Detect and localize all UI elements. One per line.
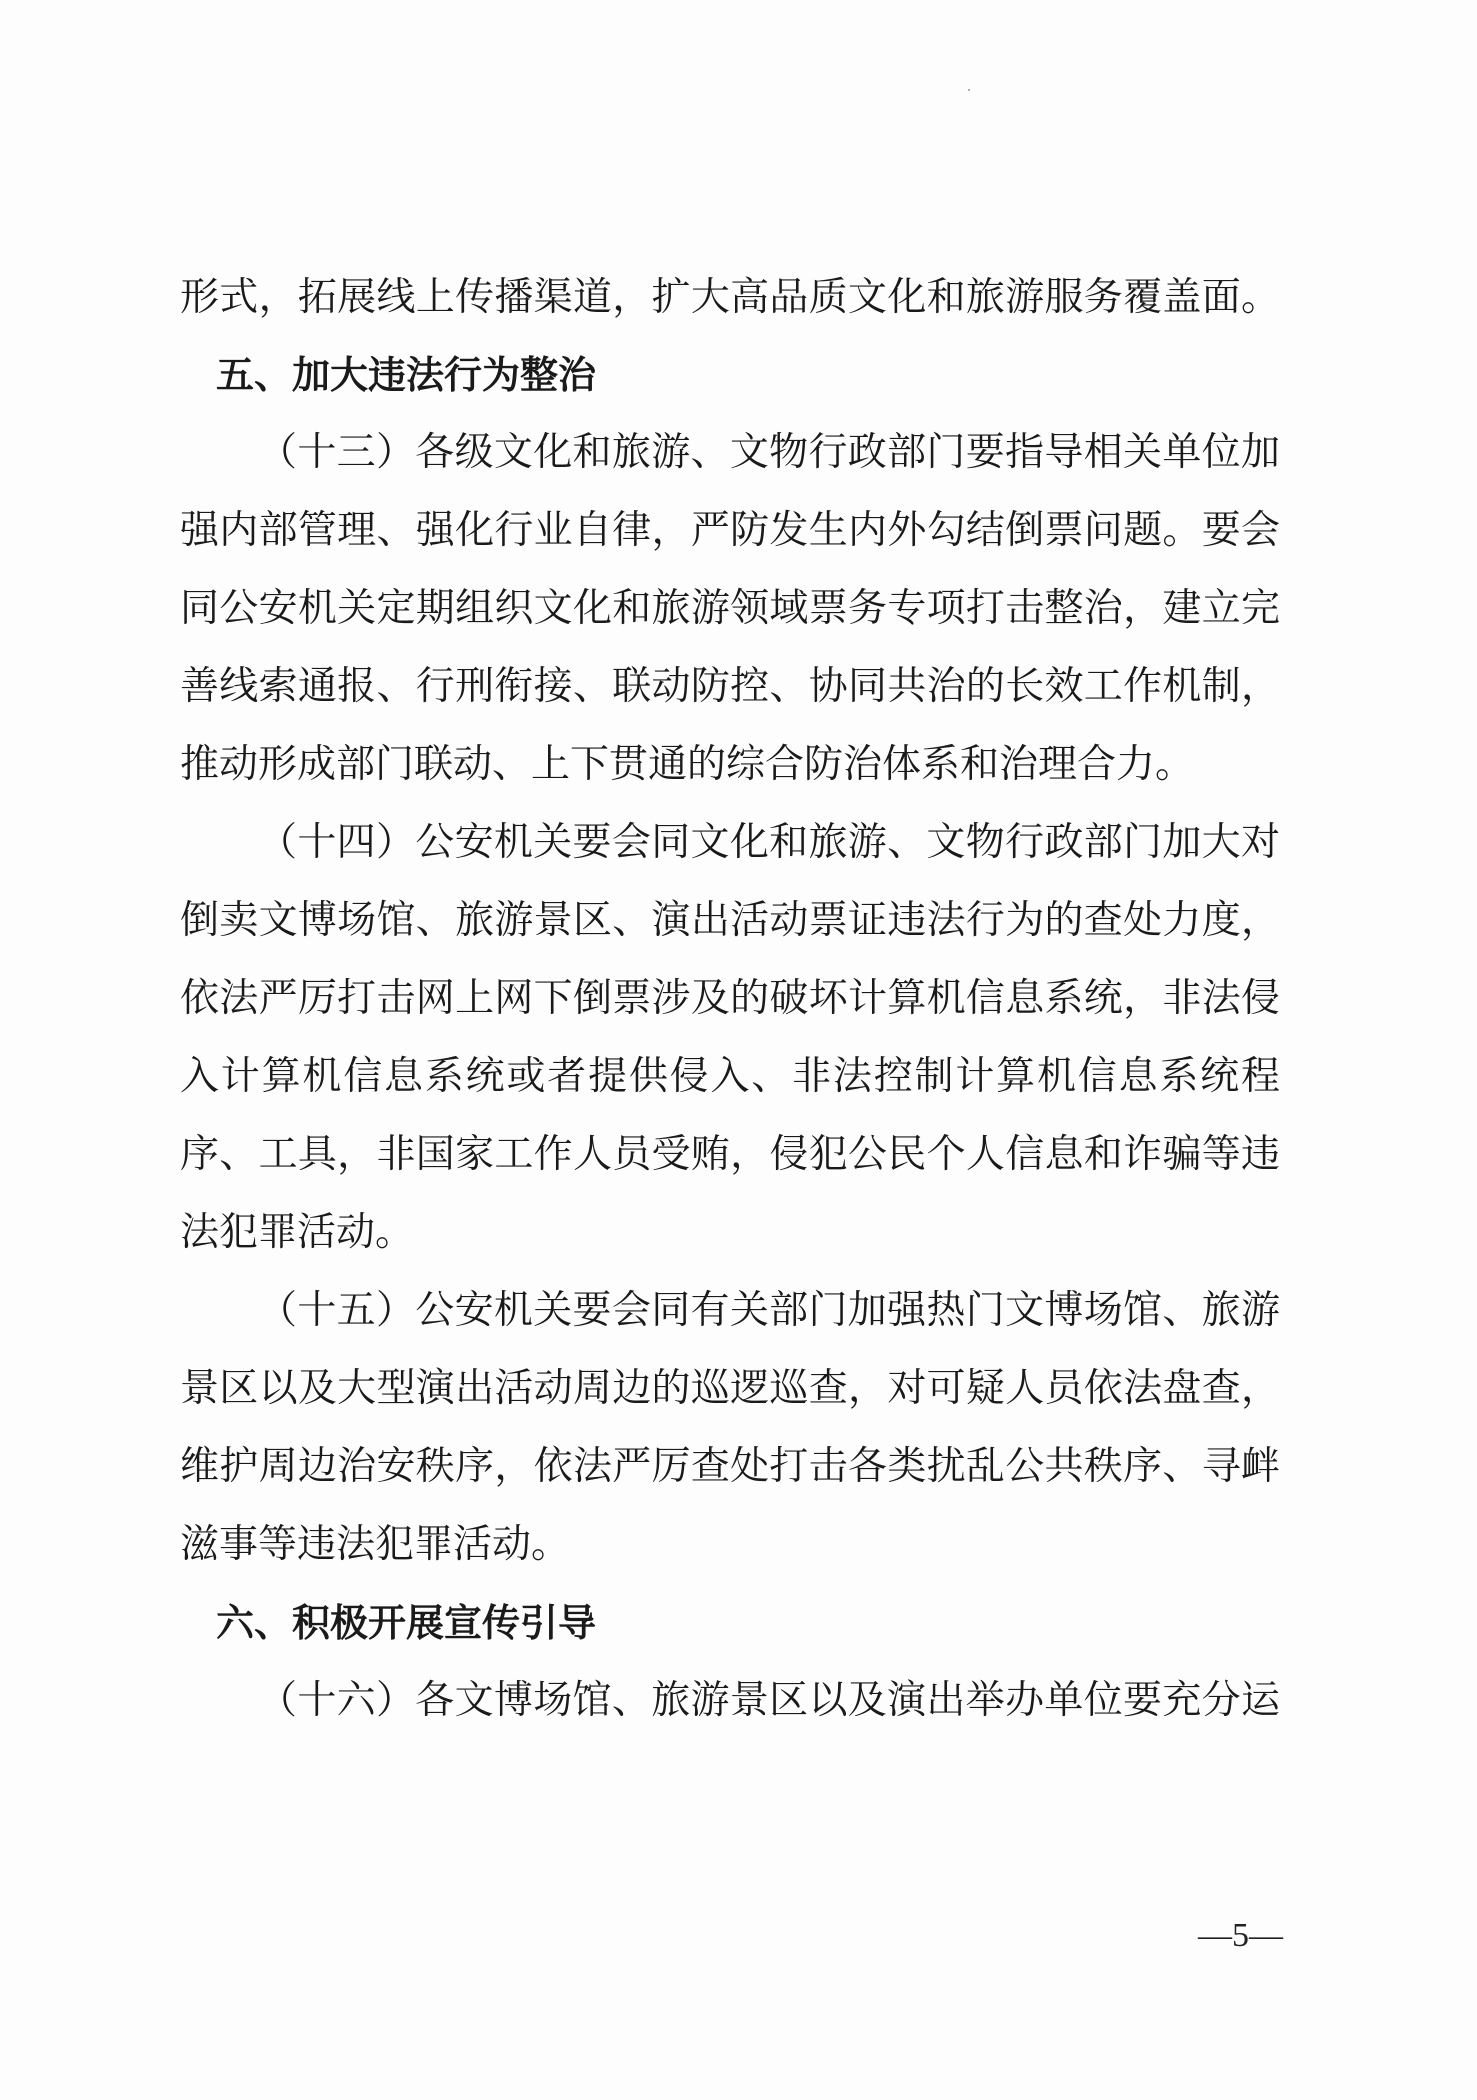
paragraph-13-line: 善线索通报、行刑衔接、联动防控、协同共治的长效工作机制， [180,664,1280,709]
page-number: —5— [1198,1917,1283,1954]
paragraph-13-line: 推动形成部门联动、上下贯通的综合防治体系和治理合力。 [180,742,1195,787]
section-heading-5: 五、加大违法行为整治 [216,353,597,397]
scan-speck [968,89,970,91]
paragraph-15-line: 维护周边治安秩序，依法严厉查处打击各类扰乱公共秩序、寻衅 [180,1444,1280,1489]
paragraph-15-line: （十五）公安机关要会同有关部门加强热门文博场馆、旅游 [258,1288,1280,1333]
paragraph-14-line: （十四）公安机关要会同文化和旅游、文物行政部门加大对 [258,820,1280,865]
paragraph-continuation-line: 形式，拓展线上传播渠道，扩大高品质文化和旅游服务覆盖面。 [180,275,1280,320]
paragraph-13-line: 同公安机关定期组织文化和旅游领域票务专项打击整治，建立完 [180,586,1280,631]
section-heading-6: 六、积极开展宣传引导 [216,1601,597,1645]
paragraph-15-line: 景区以及大型演出活动周边的巡逻巡查，对可疑人员依法盘查， [180,1366,1280,1411]
paragraph-16-line: （十六）各文博场馆、旅游景区以及演出举办单位要充分运 [258,1678,1280,1723]
paragraph-14-line: 倒卖文博场馆、旅游景区、演出活动票证违法行为的查处力度， [180,898,1280,943]
paragraph-14-line: 序、工具，非国家工作人员受贿，侵犯公民个人信息和诈骗等违 [180,1132,1280,1177]
paragraph-13-line: （十三）各级文化和旅游、文物行政部门要指导相关单位加 [258,430,1280,475]
paragraph-14-line: 法犯罪活动。 [180,1210,415,1255]
paragraph-15-line: 滋事等违法犯罪活动。 [180,1522,571,1567]
paragraph-14-line: 入计算机信息系统或者提供侵入、非法控制计算机信息系统程 [180,1054,1280,1099]
paragraph-13-line: 强内部管理、强化行业自律，严防发生内外勾结倒票问题。要会 [180,508,1280,553]
paragraph-14-line: 依法严厉打击网上网下倒票涉及的破坏计算机信息系统，非法侵 [180,976,1280,1021]
